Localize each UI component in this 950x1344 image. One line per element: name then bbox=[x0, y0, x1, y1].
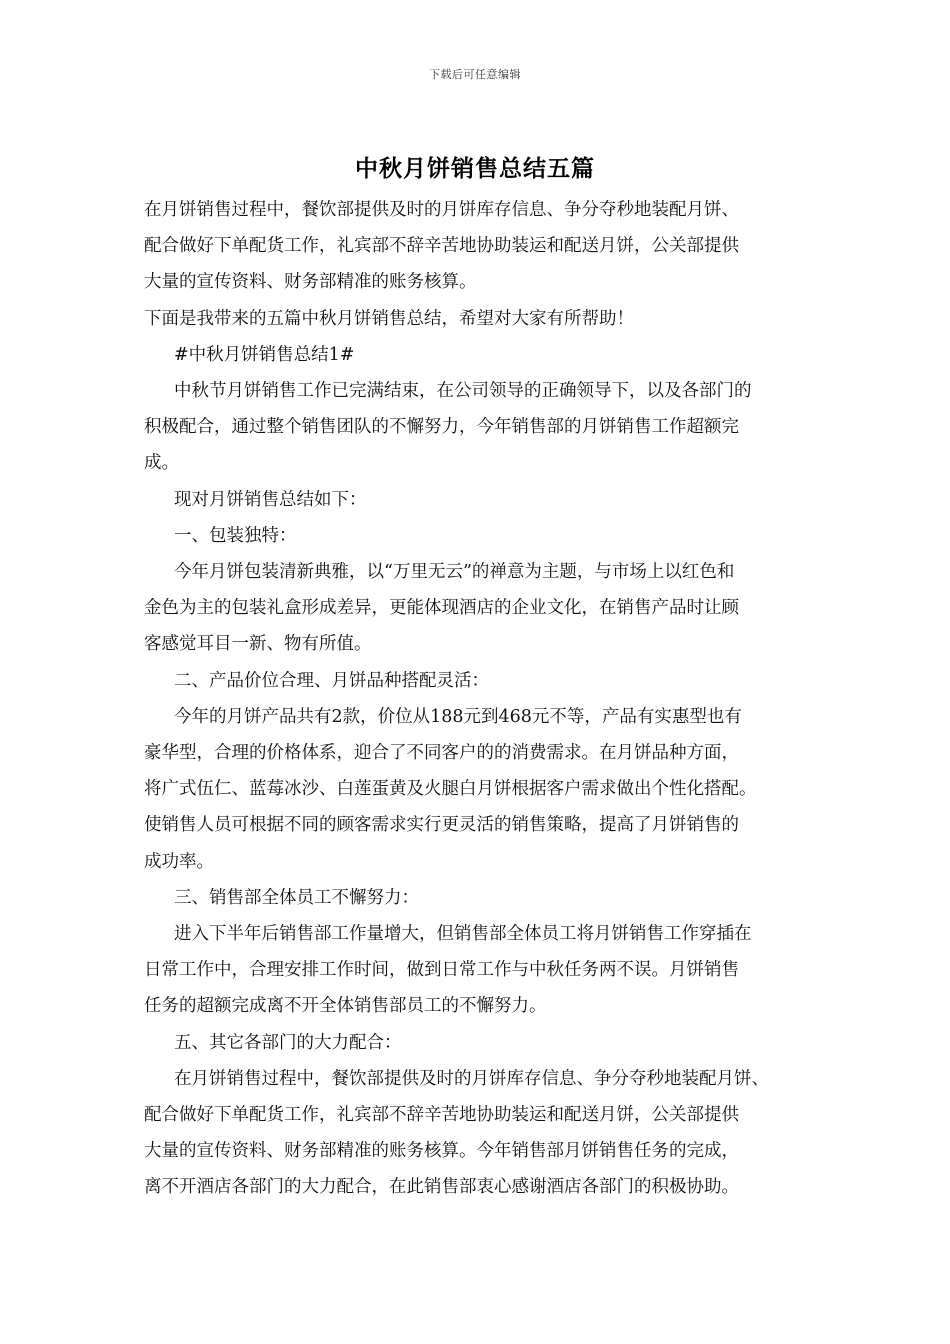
subsection-heading: 五、其它各部门的大力配合： bbox=[174, 1032, 402, 1053]
body-line: 在月饼销售过程中，餐饮部提供及时的月饼库存信息、争分夺秒地装配月饼、 bbox=[144, 200, 739, 220]
body-line: 金色为主的包装礼盒形成差异，更能体现酒店的企业文化，在销售产品时让顾 bbox=[144, 598, 739, 619]
body-line: 今年月饼包装清新典雅，以“万里无云”的禅意为主题，与市场上以红色和 bbox=[174, 562, 735, 583]
body-line: 现对月饼销售总结如下： bbox=[174, 489, 367, 510]
body-line: 成。 bbox=[144, 453, 179, 474]
body-line: 大量的宣传资料、财务部精准的账务核算。今年销售部月饼销售任务的完成， bbox=[144, 1141, 739, 1162]
body-line: 将广式伍仁、蓝莓冰沙、白莲蛋黄及火腿白月饼根据客户需求做出个性化搭配。 bbox=[144, 779, 757, 800]
subsection-heading: 一、包装独特： bbox=[174, 525, 297, 546]
header-note: 下载后可任意编辑 bbox=[429, 68, 521, 81]
body-line: 下面是我带来的五篇中秋月饼销售总结，希望对大家有所帮助！ bbox=[144, 308, 634, 329]
page-title: 中秋月饼销售总结五篇 bbox=[355, 155, 595, 182]
body-line: 成功率。 bbox=[144, 851, 214, 872]
subsection-heading: 三、销售部全体员工不懈努力： bbox=[174, 887, 419, 908]
body-line: 日常工作中，合理安排工作时间，做到日常工作与中秋任务两不误。月饼销售 bbox=[144, 960, 739, 981]
body-line: 今年的月饼产品共有2款，价位从188元到468元不等，产品有实惠型也有 bbox=[174, 706, 742, 727]
body-line: 配合做好下单配货工作，礼宾部不辞辛苦地协助装运和配送月饼，公关部提供 bbox=[144, 1105, 739, 1126]
body-line: 配合做好下单配货工作，礼宾部不辞辛苦地协助装运和配送月饼，公关部提供 bbox=[144, 236, 739, 257]
body-line: 大量的宣传资料、财务部精准的账务核算。 bbox=[144, 272, 477, 293]
body-line: 豪华型，合理的价格体系，迎合了不同客户的的消费需求。在月饼品种方面， bbox=[144, 743, 739, 764]
document-body bbox=[144, 192, 834, 1206]
body-line: 进入下半年后销售部工作量增大，但销售部全体员工将月饼销售工作穿插在 bbox=[174, 924, 752, 945]
body-line: 任务的超额完成离不开全体销售部员工的不懈努力。 bbox=[144, 996, 547, 1017]
body-line: 中秋节月饼销售工作已完满结束，在公司领导的正确领导下，以及各部门的 bbox=[174, 381, 752, 402]
body-line: 积极配合，通过整个销售团队的不懈努力，今年销售部的月饼销售工作超额完 bbox=[144, 417, 739, 438]
body-line: 使销售人员可根据不同的顾客需求实行更灵活的销售策略，提高了月饼销售的 bbox=[144, 815, 739, 836]
body-line: 在月饼销售过程中，餐饮部提供及时的月饼库存信息、争分夺秒地装配月饼、 bbox=[174, 1068, 769, 1089]
section-heading: #中秋月饼销售总结1# bbox=[174, 344, 355, 365]
subsection-heading: 二、产品价位合理、月饼品种搭配灵活： bbox=[174, 670, 489, 691]
body-line: 离不开酒店各部门的大力配合，在此销售部衷心感谢酒店各部门的积极协助。 bbox=[144, 1177, 739, 1198]
body-line: 客感觉耳目一新、物有所值。 bbox=[144, 634, 372, 655]
